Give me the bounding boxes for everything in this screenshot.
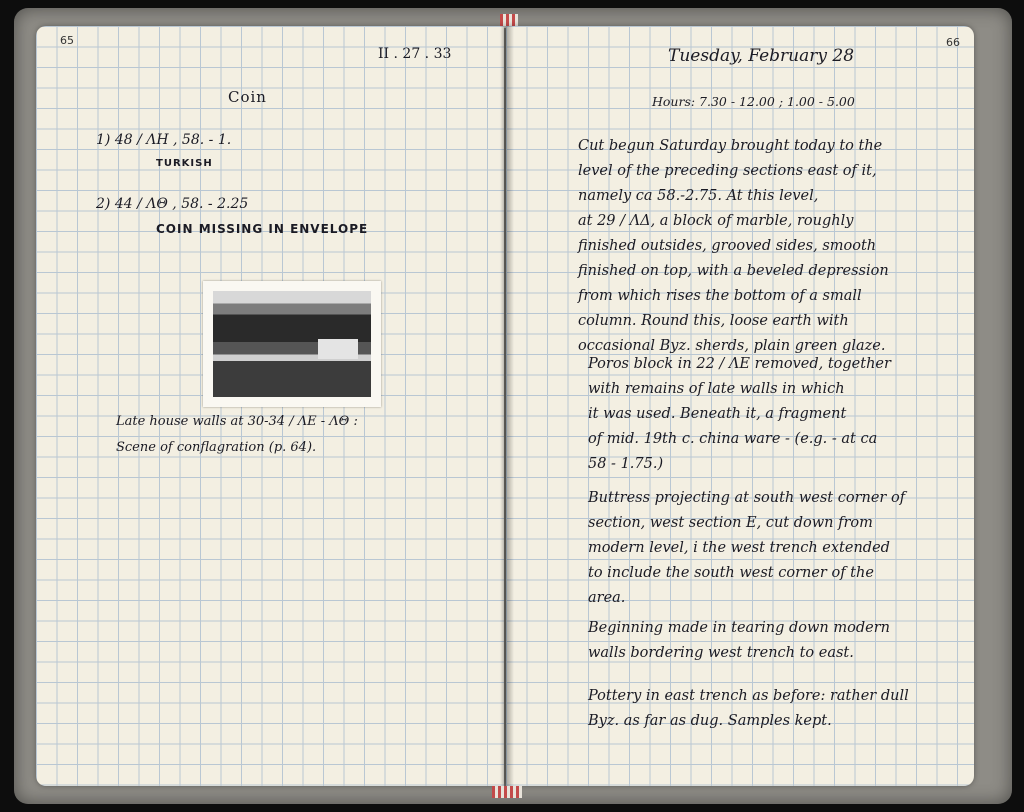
note-line-2: Scene of conflagration (p. 64).	[116, 440, 317, 455]
paragraph-line: Poros block in 22 / ΛΕ removed, together	[588, 356, 891, 372]
paragraph-line: area.	[588, 590, 626, 606]
coin-entry-2-note: COIN MISSING IN ENVELOPE	[156, 222, 369, 236]
paragraph-line: Beginning made in tearing down modern	[588, 620, 890, 636]
paragraph-line: walls bordering west trench to east.	[588, 645, 854, 661]
page-number-right: 66	[946, 36, 960, 49]
paragraph-2	[588, 352, 891, 477]
paragraph-line: namely ca 58.-2.75. At this level,	[578, 188, 819, 204]
paragraph-line: column. Round this, loose earth with	[578, 313, 849, 329]
paragraph-line: of mid. 19th c. china ware - (e.g. - at ca	[588, 431, 878, 447]
paragraph-5	[588, 684, 909, 734]
paragraph-line: 58 - 1.75.)	[588, 456, 664, 472]
paragraph-line: to include the south west corner of the	[588, 565, 874, 581]
coin-entry-1: 1) 48 / ΛH , 58. - 1.	[96, 132, 232, 148]
note-line-1: Late house walls at 30-34 / ΛΕ - ΛΘ :	[116, 414, 358, 429]
day-title: Tuesday, February 28	[668, 46, 855, 66]
paragraph-4	[588, 616, 890, 666]
coin-entry-2: 2) 44 / ΛΘ , 58. - 2.25	[96, 196, 249, 212]
entry-date: II . 27 . 33	[378, 46, 452, 62]
paragraph-line: modern level, i the west trench extended	[588, 540, 890, 556]
paragraph-line: with remains of late walls in which	[588, 381, 845, 397]
paragraph-line: Cut begun Saturday brought today to the	[578, 138, 883, 154]
paragraph-line: from which rises the bottom of a small	[578, 288, 862, 304]
paragraph-line: finished on top, with a beveled depression	[578, 263, 889, 279]
page-number-left: 65	[60, 34, 74, 47]
paragraph-line: section, west section E, cut down from	[588, 515, 873, 531]
paragraph-line: it was used. Beneath it, a fragment	[588, 406, 847, 422]
book-gutter	[500, 26, 514, 786]
paragraph-line: occasional Byz. sherds, plain green glaze.	[578, 338, 886, 354]
excavation-photo	[203, 281, 381, 407]
paragraph-line: finished outsides, grooved sides, smooth	[578, 238, 877, 254]
bookmark-ribbon-bottom	[492, 786, 522, 798]
coin-entry-1-note: TURKISH	[156, 158, 213, 169]
right-page	[506, 26, 974, 786]
paragraph-line: at 29 / ΛΔ, a block of marble, roughly	[578, 213, 854, 229]
paragraph-line: Byz. as far as dug. Samples kept.	[588, 713, 832, 729]
paragraph-line: Buttress projecting at south west corner of	[588, 490, 906, 506]
working-hours: Hours: 7.30 - 12.00 ; 1.00 - 5.00	[652, 94, 855, 109]
paragraph-3	[588, 486, 905, 611]
paragraph-1	[578, 134, 889, 359]
paragraph-line: level of the preceding sections east of it,	[578, 163, 877, 179]
section-heading: Coin	[228, 88, 267, 106]
paragraph-line: Pottery in east trench as before: rather dull	[588, 688, 909, 704]
photo-image	[213, 291, 371, 397]
